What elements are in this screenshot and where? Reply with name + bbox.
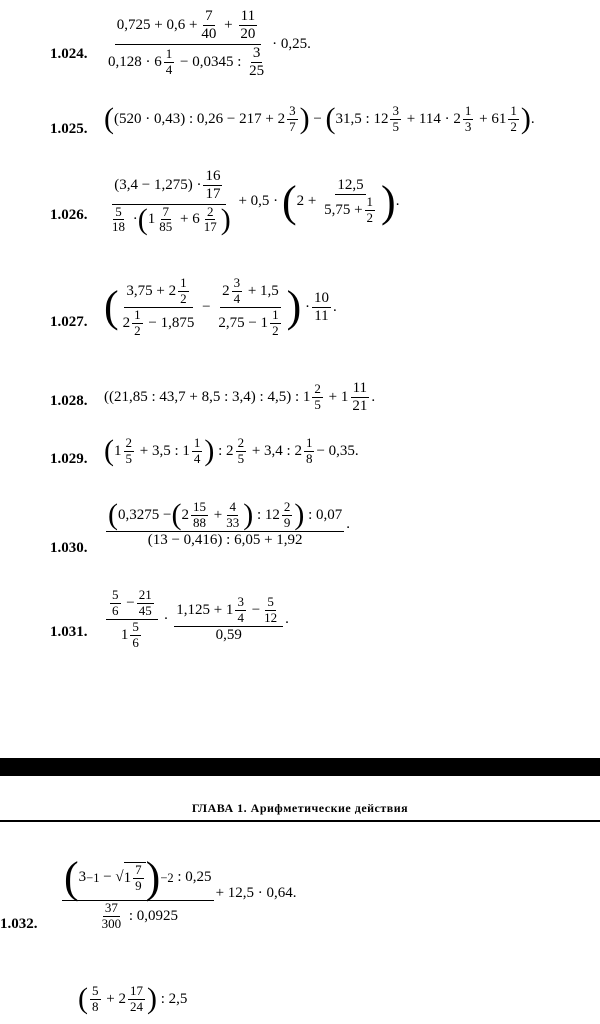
expression-1028: ((21,85 : 43,7 + 8,5 : 3,4) : 4,5) : 1 $\frac{2}{5}$ + 1 $\frac{11}{21}$ . [104,380,376,415]
expression-1033-partial: ( $\frac{5}{8}$ + 2 $\frac{17}{24}$ ) : 2,5 [78,982,188,1016]
expression-1025: ( (520 · 0,43) : 0,26 − 217 + 2 $\frac{3}{7}$ ) − ( 31,5 : 12 $\frac{3}{5}$ + 114 · 2 $\frac{1}{3}$ + 61 $\frac{1}{2}$ ) . [104,102,535,136]
problem-number: 1.027. [50,314,88,330]
expression-1027: ( 3,75 + 2 $\frac{1}{2}$ 2 $\frac{1}{2}$ − 1,875 − 2 $\frac{3}{4}$ + 1,5 2,75 − 1 $\frac{1}{2}$ ) · $\frac{10}{11}$ . [104,275,337,338]
problem-number: 1.024. [50,46,88,62]
expression-1030: ( 0,3275 − ( 2 $\frac{15}{88}$ + $\frac{4}{33}$ ) : 12 $\frac{2}{9}$ ) : 0,07 (13 − 0,416) : 6,05 + 1,92 . [108,498,351,548]
problem-number: 1.028. [50,393,88,409]
expression-1026: (3,4 − 1,275) · $\frac{16}{17}$ $\frac{5}{18}$ · ( 1 $\frac{7}{85}$ + 6 $\frac{2}{17}$ ) + 0,5 · ( 2 + 12,5 5,75 + $\frac{1}{2}$ ) . [112,168,400,236]
problem-number: 1.030. [50,540,88,556]
problem-number: 1.026. [50,207,88,223]
expression-1032: ( 3 −1 − √ 1 $\frac{7}{9}$ ) −2 : 0,25 $\frac{37}{300}$ : 0,0925 + 12,5 · 0,64. [64,853,297,931]
problem-number: 1.031. [50,624,88,640]
expression-1029: ( 1 $\frac{2}{5}$ + 3,5 : 1 $\frac{1}{4}$ ) : 2 $\frac{2}{5}$ + 3,4 : 2 $\frac{1}{8}$ − 0,35. [104,434,359,468]
problem-number: 1.025. [50,121,88,137]
main-fraction: 0,725 + 0,6 + $\frac{7}{40}$ + $\frac{11}{20}$ 0,128 · 6 $\frac{1}{4}$ − 0,0345 : $\frac{3}{25}$ [108,8,265,79]
expression-1024: 0,725 + 0,6 + $\frac{7}{40}$ + $\frac{11}{20}$ 0,128 · 6 $\frac{1}{4}$ − 0,0345 : $\frac{3}{25}$ · 0,25. [108,8,311,79]
chapter-header: ГЛАВА 1. Арифметические действия [191,801,409,815]
page-divider [0,758,600,776]
header-rule [0,820,600,822]
problem-number: 1.032. [0,916,38,932]
expression-1031: $\frac{5}{6}$ − $\frac{21}{45}$ 1 $\frac{5}{6}$ · 1,125 + 1 $\frac{3}{4}$ − $\frac{5}{12}$ 0,59 . [104,588,289,651]
problem-number: 1.029. [50,451,88,467]
